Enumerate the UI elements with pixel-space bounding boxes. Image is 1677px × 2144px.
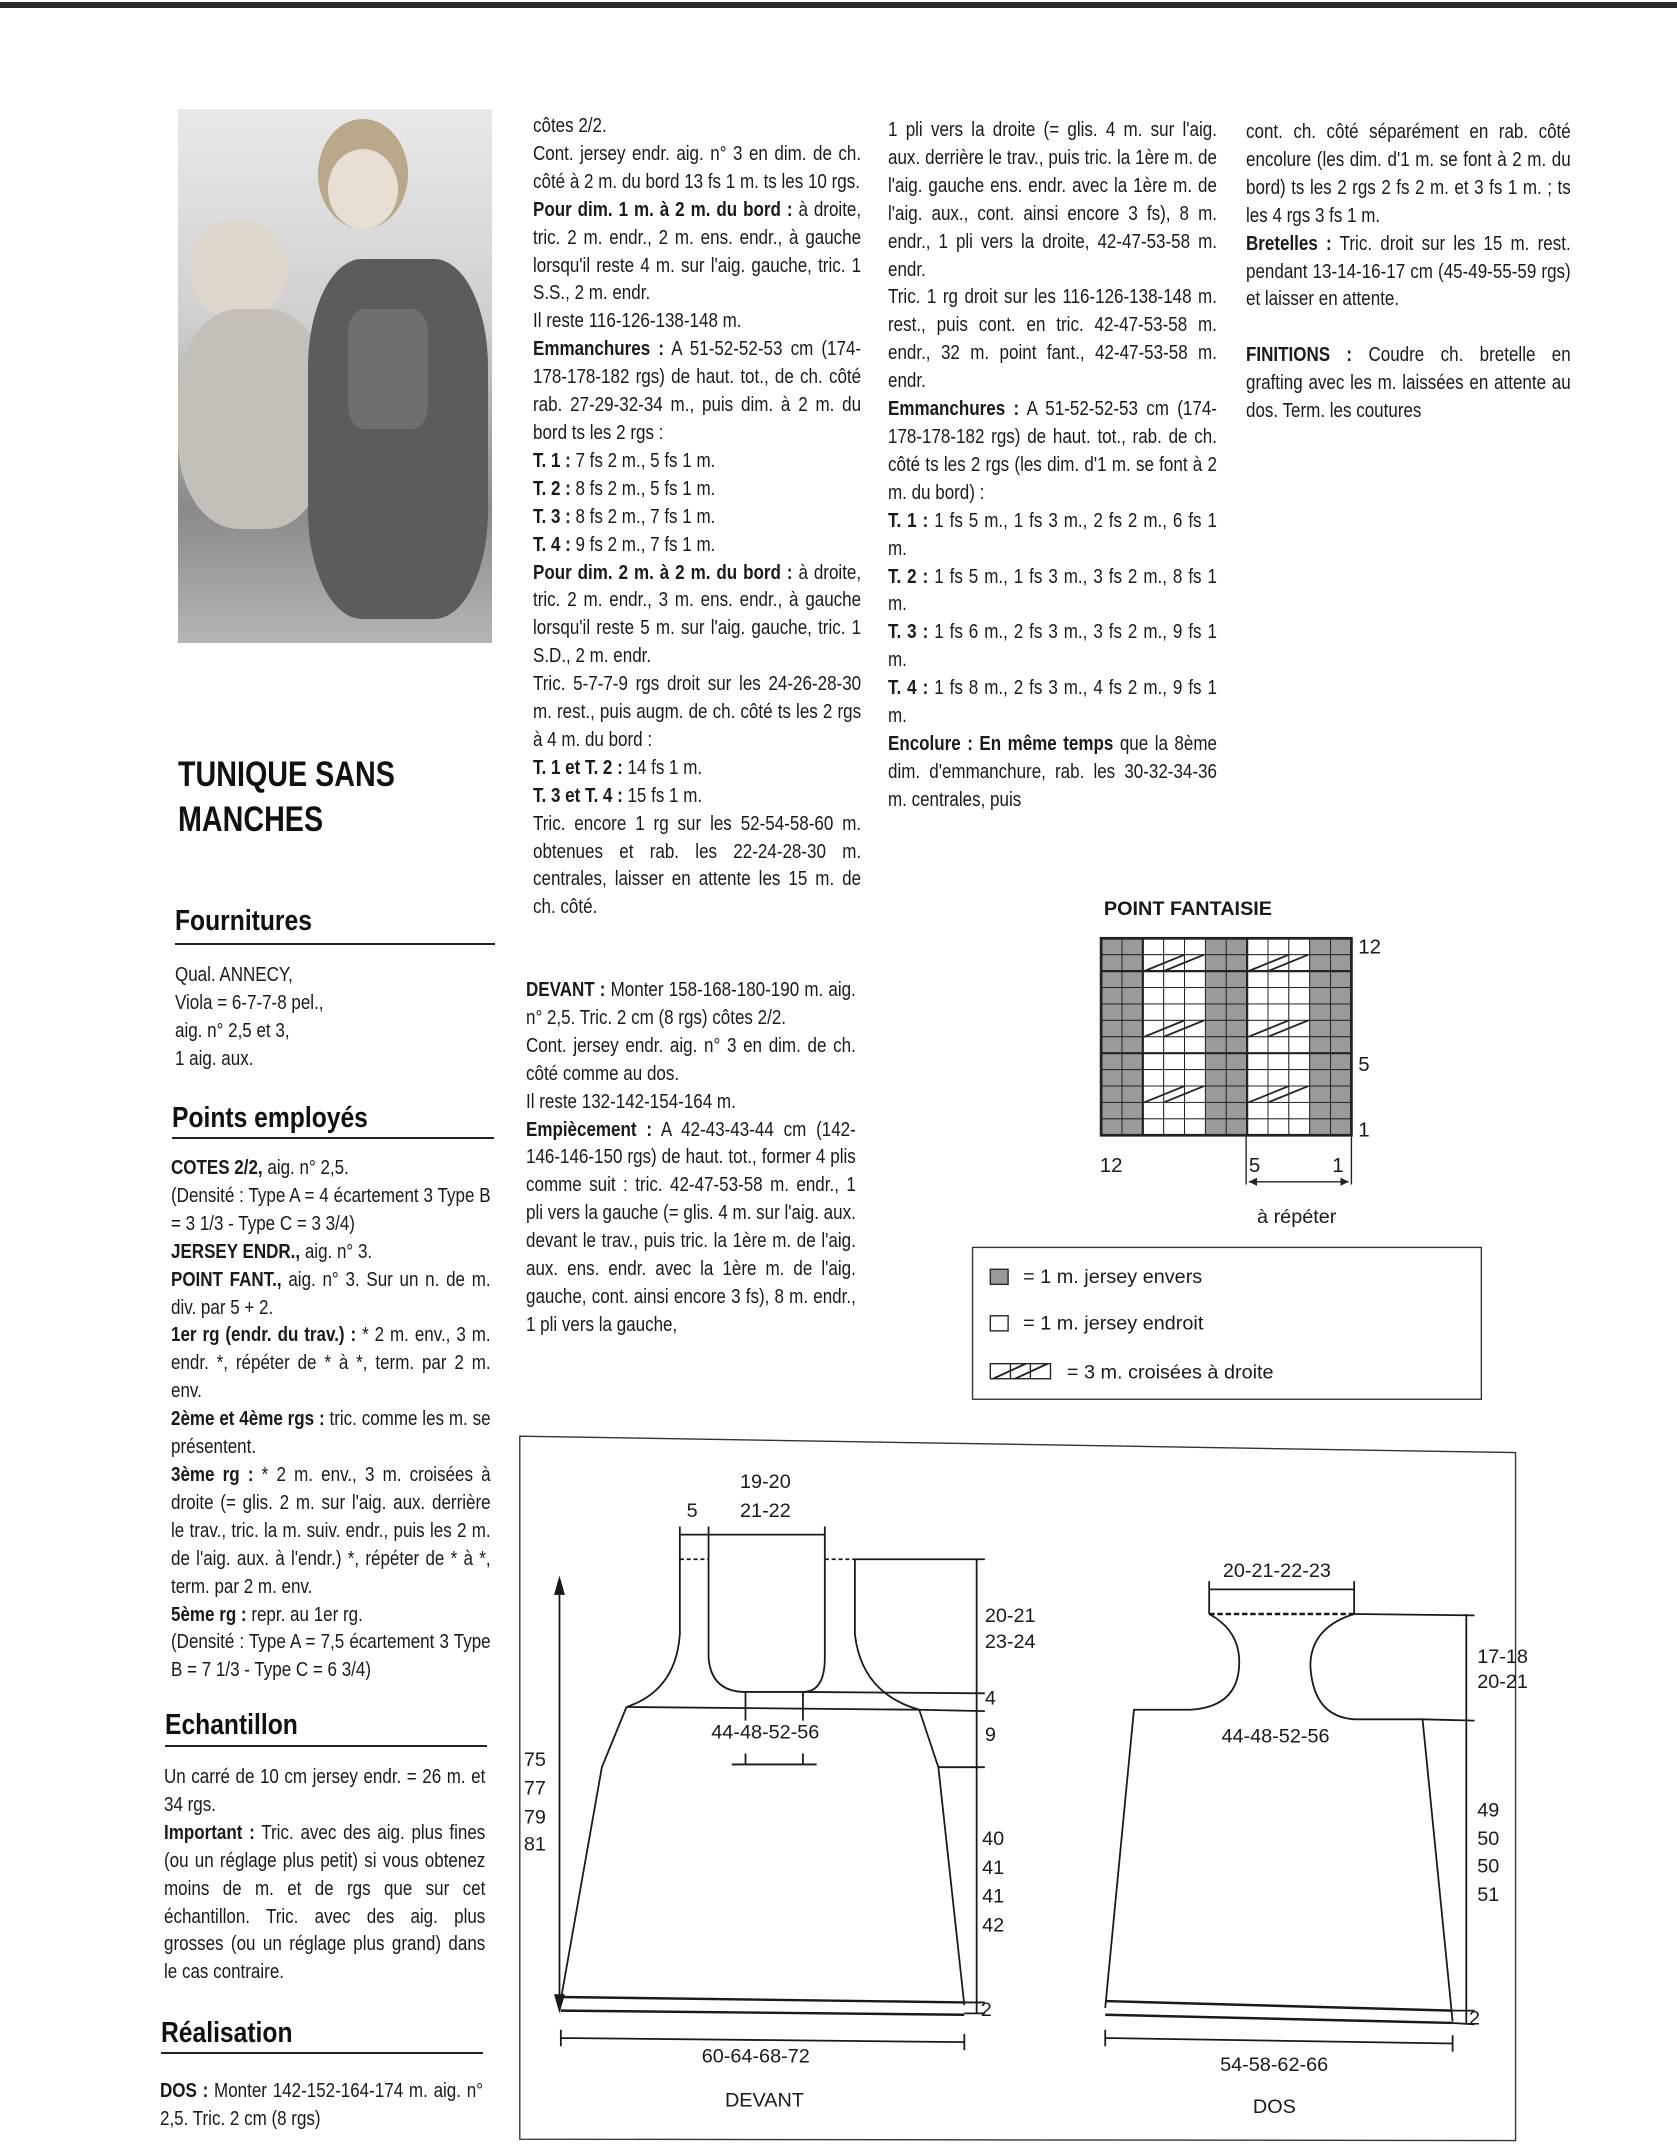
paragraph-lead: FINITIONS : bbox=[1246, 344, 1353, 367]
paragraph-lead: Pour dim. 2 m. à 2 m. du bord : bbox=[533, 561, 793, 584]
chart-cell-purl bbox=[1310, 1037, 1331, 1053]
paragraph-text: cont. ch. côté séparément en rab. côté encolure (les dim. d'1 m. se font à 2 m. du bord) ts les 2 rgs 2 fs 2 m. et 3 fs 1 m. ; ts les 4 rgs 3 fs 1 m. bbox=[1246, 121, 1571, 227]
schematic-frame bbox=[520, 1436, 1516, 2140]
dos-label: DOS bbox=[1252, 2096, 1296, 2119]
chart-cell-knit bbox=[1185, 1037, 1206, 1053]
chart-cell-purl bbox=[1205, 1004, 1226, 1020]
paragraph-text: 14 fs 1 m. bbox=[622, 756, 703, 779]
chart-cell-knit bbox=[1268, 971, 1289, 987]
devant-rib-height: 2 bbox=[980, 1999, 992, 2022]
chart-cell-purl bbox=[1122, 1004, 1143, 1020]
chart-cell-knit bbox=[1268, 1004, 1289, 1020]
chart-cell-knit bbox=[1143, 1102, 1164, 1118]
chart-cell-knit bbox=[1247, 955, 1268, 971]
paragraph-text: 7 fs 2 m., 5 fs 1 m. bbox=[570, 449, 716, 472]
paragraph-lead: T. 4 : bbox=[888, 677, 929, 700]
chart-cell-knit bbox=[1268, 1119, 1289, 1135]
chart-cell-purl bbox=[1310, 1086, 1331, 1102]
chart-cell-purl bbox=[1101, 1004, 1122, 1020]
devant-schematic bbox=[559, 1526, 984, 2050]
chart-cell-knit bbox=[1185, 1053, 1206, 1069]
chart-cell-purl bbox=[1122, 1053, 1143, 1069]
devant-label: DEVANT bbox=[724, 2089, 804, 2112]
chart-cell-purl bbox=[1331, 1053, 1352, 1069]
paragraph-lead: 5ème rg : bbox=[171, 1603, 247, 1626]
heading-echantillon: Echantillon bbox=[165, 1709, 298, 1741]
legend-label: = 3 m. croisées à droite bbox=[1066, 1361, 1274, 1384]
chart-cell-purl bbox=[1310, 988, 1331, 1004]
supply-line: 1 aig. aux. bbox=[175, 1047, 254, 1070]
devant-armhole-height-1: 20-21 bbox=[984, 1605, 1036, 1628]
paragraph-lead: Important : bbox=[164, 1821, 255, 1844]
paragraph-text: Tric. 1 rg droit sur les 116-126-138-148 m. rest., puis cont. en tric. 42-47-53-58 m. endr., 32 m. point fant., 42-47-53-58 m. endr. bbox=[888, 286, 1217, 393]
dos-body-height: 49 bbox=[1477, 1799, 1500, 1822]
chart-cell-purl bbox=[1226, 955, 1247, 971]
chart-cell-knit bbox=[1143, 1086, 1164, 1102]
chart-cell-knit bbox=[1268, 955, 1289, 971]
chart-cell-knit bbox=[1289, 1086, 1310, 1102]
chart-cell-knit bbox=[1143, 1004, 1164, 1020]
paragraph-text: aig. n° 2,5. bbox=[262, 1157, 349, 1179]
chart-cell-purl bbox=[1331, 1070, 1352, 1086]
devant-hem-width: 60-64-68-72 bbox=[701, 2045, 810, 2068]
chart-cell-knit bbox=[1268, 938, 1289, 954]
chart-cell-purl bbox=[1226, 1053, 1247, 1069]
chart-cell-knit bbox=[1185, 1004, 1206, 1020]
chart-cell-knit bbox=[1289, 1053, 1310, 1069]
chart-cell-knit bbox=[1247, 1020, 1268, 1036]
paragraph-lead: T. 1 et T. 2 : bbox=[533, 756, 623, 779]
dos-body-height: 50 bbox=[1477, 1855, 1500, 1878]
paragraph-text: Tric. encore 1 rg sur les 52-54-58-60 m. obtenues et rab. les 22-24-28-30 m. centrales, laisser en attente les 15 m. de ch. côté. bbox=[533, 812, 862, 919]
chart-cell-purl bbox=[1205, 938, 1226, 954]
chart-cell-purl bbox=[1122, 971, 1143, 987]
chart-cell-knit bbox=[1164, 938, 1185, 954]
chart-cell-knit bbox=[1268, 988, 1289, 1004]
chart-cell-purl bbox=[1331, 971, 1352, 987]
chart-cell-purl bbox=[1310, 938, 1331, 954]
paragraph-lead: Bretelles : bbox=[1246, 232, 1332, 255]
paragraph-lead: T. 3 et T. 4 : bbox=[533, 784, 623, 807]
chart-cell-knit bbox=[1289, 988, 1310, 1004]
paragraph-text: côtes 2/2. bbox=[533, 115, 607, 137]
devant-total-height: 75 bbox=[523, 1748, 546, 1771]
chart-cell-purl bbox=[1101, 1070, 1122, 1086]
devant-total-height: 77 bbox=[523, 1777, 546, 1800]
supply-line: aig. n° 2,5 et 3, bbox=[175, 1019, 290, 1042]
repeat-label: à répéter bbox=[1257, 1205, 1337, 1228]
chart-cell-purl bbox=[1101, 1037, 1122, 1053]
chart-cell-knit bbox=[1185, 938, 1206, 954]
chart-col-label: 12 bbox=[1099, 1154, 1123, 1178]
chart-cell-purl bbox=[1226, 1004, 1247, 1020]
chart-cell-purl bbox=[1122, 1086, 1143, 1102]
chart-cell-purl bbox=[1310, 1020, 1331, 1036]
chart-cell-knit bbox=[1185, 971, 1206, 987]
paragraph-text: * 2 m. env., 3 m. croisées à droite (= glis. 2 m. sur l'aig. aux. derrière le trav., tric. la m. suiv. endr., puis les 2 m. de l'aig. aux. à l'endr.) *, répéter de * à *, term. par 2 m. env. bbox=[171, 1463, 491, 1598]
paragraph-lead: T. 1 : bbox=[533, 449, 571, 472]
paragraph-lead: T. 2 : bbox=[533, 477, 571, 500]
chart-cell-knit bbox=[1247, 1119, 1268, 1135]
chart-cell-knit bbox=[1143, 1070, 1164, 1086]
chart-cell-purl bbox=[1310, 1119, 1331, 1135]
dos-armhole-height-1: 17-18 bbox=[1477, 1646, 1528, 1669]
chart-cell-purl bbox=[1205, 988, 1226, 1004]
chart-cell-purl bbox=[1122, 1020, 1143, 1036]
chart-cell-knit bbox=[1164, 1020, 1185, 1036]
paragraph-lead: Emmanchures : bbox=[533, 338, 664, 361]
paragraph-text: (Densité : Type A = 4 écartement 3 Type B = 3 1/3 - Type C = 3 3/4) bbox=[171, 1184, 491, 1235]
chart-cell-purl bbox=[1226, 1070, 1247, 1086]
devant-body-height: 41 bbox=[982, 1856, 1005, 1879]
paragraph-lead: JERSEY ENDR., bbox=[171, 1240, 301, 1263]
chart-cell-knit bbox=[1164, 971, 1185, 987]
paragraph-text: 1 fs 5 m., 1 fs 3 m., 3 fs 2 m., 8 fs 1 m. bbox=[888, 565, 1217, 616]
chart-cell-purl bbox=[1331, 1004, 1352, 1020]
chart-cell-knit bbox=[1185, 988, 1206, 1004]
paragraph-text: 1 fs 8 m., 2 fs 3 m., 4 fs 2 m., 9 fs 1 m. bbox=[888, 677, 1217, 728]
chart-cell-knit bbox=[1247, 971, 1268, 987]
paragraph-text: à droite, tric. 2 m. endr., 3 m. ens. endr., à gauche lorsqu'il reste 5 m. sur l'aig. gauche, tric. 1 S.D., 2 m. endr. bbox=[533, 561, 862, 668]
paragraph-text: A 42-43-43-44 cm (142-146-146-150 rgs) de haut. tot., former 4 plis comme suit : tric. 42-47-53-58 m. endr., 1 pli vers la gauche (= glis. 4 m. sur l'aig. aux. devant le trav., puis tric. la 1ère m. de l'aig. aux. ens. endr. avec la 1ère m. de l'aig. gauche, cont. ainsi encore 3 fs), 8 m. endr., 1 pli vers la gauche, bbox=[526, 1118, 856, 1336]
chart-cell-knit bbox=[1247, 1004, 1268, 1020]
heading-fournitures: Fournitures bbox=[175, 905, 312, 937]
paragraph-lead: COTES 2/2, bbox=[171, 1157, 263, 1179]
stitch-chart-title: POINT FANTAISIE bbox=[1103, 898, 1273, 921]
purl-square-icon bbox=[990, 1269, 1008, 1284]
chart-cell-knit bbox=[1164, 1070, 1185, 1086]
paragraph-lead: Pour dim. 1 m. à 2 m. du bord : bbox=[533, 198, 793, 221]
chart-cell-knit bbox=[1289, 955, 1310, 971]
chart-cell-knit bbox=[1289, 1020, 1310, 1036]
paragraph-lead: POINT FANT., bbox=[171, 1268, 282, 1291]
paragraph-text: repr. au 1er rg. bbox=[246, 1603, 363, 1626]
supply-line: Qual. ANNECY, bbox=[175, 964, 293, 986]
paragraph-text: Il reste 132-142-154-164 m. bbox=[526, 1090, 736, 1113]
chart-cell-purl bbox=[1101, 988, 1122, 1004]
chart-cell-purl bbox=[1226, 1102, 1247, 1118]
chart-row-label: 5 bbox=[1358, 1052, 1370, 1076]
chart-cell-purl bbox=[1122, 1102, 1143, 1118]
chart-cell-purl bbox=[1226, 938, 1247, 954]
paragraph-text: Monter 158-168-180-190 m. aig. n° 2,5. Tric. 2 cm (8 rgs) côtes 2/2. bbox=[526, 979, 856, 1029]
heading-points-employes: Points employés bbox=[172, 1102, 368, 1134]
dos-hem-width: 54-58-62-66 bbox=[1220, 2053, 1329, 2076]
chart-cell-knit bbox=[1143, 1020, 1164, 1036]
paragraph-text: Tric. droit sur les 15 m. rest. pendant 13-14-16-17 cm (45-49-55-59 rgs) et laisser en attente. bbox=[1246, 232, 1571, 311]
chart-cell-purl bbox=[1205, 1119, 1226, 1135]
paragraph-text: A 51-52-52-53 cm (174-178-178-182 rgs) de haut. tot., de ch. côté rab. 27-29-32-34 m., puis dim. à 2 m. du bord ts les 2 rgs : bbox=[533, 338, 862, 444]
chart-cell-knit bbox=[1247, 1086, 1268, 1102]
dos-body-height: 50 bbox=[1477, 1828, 1500, 1851]
cable-cross-icon bbox=[990, 1364, 1050, 1379]
chart-cell-purl bbox=[1101, 1102, 1122, 1118]
chart-cell-knit bbox=[1185, 1020, 1206, 1036]
paragraph-text: aig. n° 3. Sur un n. de m. div. par 5 + 2. bbox=[171, 1268, 491, 1319]
chart-cell-purl bbox=[1101, 1119, 1122, 1135]
devant-body-height: 42 bbox=[982, 1914, 1005, 1937]
chart-cell-purl bbox=[1331, 938, 1352, 954]
paragraph-text: que la 8ème dim. d'emmanchure, rab. les 30-32-34-36 m. centrales, puis bbox=[888, 732, 1217, 811]
chart-cell-knit bbox=[1143, 1053, 1164, 1069]
chart-cell-purl bbox=[1226, 1086, 1247, 1102]
paragraph-lead: T. 3 : bbox=[888, 621, 929, 644]
chart-cell-knit bbox=[1247, 1070, 1268, 1086]
paragraph-lead: Encolure : En même temps bbox=[888, 732, 1114, 755]
chart-cell-knit bbox=[1143, 971, 1164, 987]
chart-cell-purl bbox=[1122, 1119, 1143, 1135]
chart-cell-knit bbox=[1289, 1119, 1310, 1135]
chart-cell-purl bbox=[1101, 955, 1122, 971]
chart-cell-knit bbox=[1185, 1070, 1206, 1086]
chart-cell-purl bbox=[1331, 1020, 1352, 1036]
devant-total-height: 79 bbox=[523, 1806, 546, 1829]
chart-cell-purl bbox=[1310, 971, 1331, 987]
paragraph-text: Tric. 5-7-7-9 rgs droit sur les 24-26-28-30 m. rest., puis augm. de ch. côté ts les 2 rgs à 4 m. du bord : bbox=[533, 673, 862, 751]
chart-cell-purl bbox=[1331, 1037, 1352, 1053]
paragraph-text: 1 fs 6 m., 2 fs 3 m., 3 fs 2 m., 9 fs 1 m. bbox=[888, 621, 1217, 672]
chart-cell-purl bbox=[1331, 1119, 1352, 1135]
chart-cell-purl bbox=[1205, 1053, 1226, 1069]
chart-cell-knit bbox=[1143, 988, 1164, 1004]
devant-yoke-height: 9 bbox=[984, 1724, 996, 1747]
chart-cell-knit bbox=[1164, 1086, 1185, 1102]
chart-cell-knit bbox=[1247, 1053, 1268, 1069]
dos-schematic bbox=[1105, 1581, 1474, 2052]
chart-cell-knit bbox=[1289, 1070, 1310, 1086]
paragraph-text: A 51-52-52-53 cm (174-178-178-182 rgs) de haut. tot., rab. de ch. côté ts les 2 rgs (les dim. d'1 m. se font à 2 m. du bord) : bbox=[888, 398, 1217, 504]
paragraph-lead: 1er rg (endr. du trav.) : bbox=[171, 1324, 357, 1347]
chart-cell-knit bbox=[1268, 1102, 1289, 1118]
chart-cell-purl bbox=[1101, 938, 1122, 954]
chart-cell-knit bbox=[1268, 1020, 1289, 1036]
chart-cell-knit bbox=[1247, 1102, 1268, 1118]
paragraph-text: 15 fs 1 m. bbox=[622, 784, 703, 807]
paragraph-lead: Emmanchures : bbox=[888, 398, 1020, 421]
devant-body-height: 40 bbox=[982, 1828, 1005, 1851]
knit-square-icon bbox=[990, 1316, 1008, 1331]
chart-row-label: 1 bbox=[1358, 1118, 1370, 1142]
chart-cell-knit bbox=[1143, 1119, 1164, 1135]
chart-cell-purl bbox=[1122, 955, 1143, 971]
chart-row-label: 12 bbox=[1358, 935, 1382, 959]
chart-cell-purl bbox=[1205, 1086, 1226, 1102]
chart-cell-knit bbox=[1164, 1004, 1185, 1020]
title-line-2: MANCHES bbox=[178, 800, 324, 839]
heading-realisation: Réalisation bbox=[161, 2017, 293, 2049]
paragraph-text: Tric. avec des aig. plus fines (ou un réglage plus petit) si vous obtenez moins de m. et de rgs que sur cet échantillon. Tric. avec des aig. plus grosses (ou un réglage plus grand) dans le cas contraire. bbox=[164, 1821, 486, 1984]
paragraph-text: Coudre ch. bretelle en grafting avec les m. laissées en attente au dos. Term. les coutures bbox=[1246, 344, 1571, 423]
chart-cell-knit bbox=[1185, 955, 1206, 971]
chart-cell-purl bbox=[1310, 1053, 1331, 1069]
repeat-start-label: 5 bbox=[1248, 1154, 1261, 1178]
devant-chest-width: 44-48-52-56 bbox=[711, 1721, 820, 1744]
chart-cell-purl bbox=[1205, 1020, 1226, 1036]
chart-cell-purl bbox=[1101, 971, 1122, 987]
paragraph-text: 1 pli vers la droite (= glis. 4 m. sur l'aig. aux. derrière le trav., puis tric. la 1ère m. de l'aig. gauche ens. endr. avec la 1ère m. de l'aig. aux., cont. ainsi encore 3 fs), 8 m. endr., 1 pli vers la droite, 42-47-53-58 m. endr. bbox=[888, 119, 1217, 281]
chart-cell-purl bbox=[1226, 971, 1247, 987]
chart-cell-knit bbox=[1143, 955, 1164, 971]
chart-cell-purl bbox=[1205, 955, 1226, 971]
chart-cell-knit bbox=[1268, 1053, 1289, 1069]
chart-cell-purl bbox=[1226, 1037, 1247, 1053]
chart-cell-purl bbox=[1101, 1053, 1122, 1069]
dos-armhole-height-2: 20-21 bbox=[1477, 1670, 1528, 1693]
chart-cell-knit bbox=[1164, 1037, 1185, 1053]
chart-cell-knit bbox=[1268, 1070, 1289, 1086]
chart-cell-knit bbox=[1164, 1102, 1185, 1118]
dos-neck-width: 20-21-22-23 bbox=[1222, 1560, 1331, 1583]
chart-cell-purl bbox=[1101, 1086, 1122, 1102]
paragraph-lead: T. 4 : bbox=[533, 533, 571, 556]
chart-cell-knit bbox=[1289, 1004, 1310, 1020]
paragraph-text: Il reste 116-126-138-148 m. bbox=[533, 310, 742, 333]
chart-cell-knit bbox=[1268, 1086, 1289, 1102]
devant-neck-width-2: 21-22 bbox=[740, 1499, 791, 1522]
chart-cell-knit bbox=[1289, 1037, 1310, 1053]
chart-cell-purl bbox=[1122, 988, 1143, 1004]
legend-label: = 1 m. jersey endroit bbox=[1023, 1312, 1204, 1335]
chart-cell-purl bbox=[1310, 955, 1331, 971]
chart-cell-purl bbox=[1205, 1037, 1226, 1053]
paragraph-text: 8 fs 2 m., 7 fs 1 m. bbox=[570, 505, 716, 528]
chart-cell-purl bbox=[1122, 1037, 1143, 1053]
repeat-end-label: 1 bbox=[1332, 1154, 1344, 1178]
paragraph-text: (Densité : Type A = 7,5 écartement 3 Type B = 7 1/3 - Type C = 6 3/4) bbox=[171, 1631, 491, 1682]
chart-cell-purl bbox=[1331, 955, 1352, 971]
chart-cell-purl bbox=[1226, 1119, 1247, 1135]
paragraph-text: Cont. jersey endr. aig. n° 3 en dim. de ch. côté comme au dos. bbox=[526, 1034, 856, 1085]
chart-cell-purl bbox=[1205, 1070, 1226, 1086]
paragraph-lead: DEVANT : bbox=[526, 979, 606, 1001]
chart-cell-knit bbox=[1164, 1119, 1185, 1135]
legend-label: = 1 m. jersey envers bbox=[1023, 1265, 1203, 1288]
chart-cell-knit bbox=[1185, 1086, 1206, 1102]
chart-cell-knit bbox=[1268, 1037, 1289, 1053]
chart-cell-purl bbox=[1331, 1102, 1352, 1118]
dos-body-height: 51 bbox=[1477, 1884, 1500, 1907]
paragraph-lead: T. 1 : bbox=[888, 509, 929, 532]
chart-cell-knit bbox=[1164, 988, 1185, 1004]
stitch-chart-grid bbox=[1101, 938, 1351, 1135]
chart-cell-purl bbox=[1205, 971, 1226, 987]
title-line-1: TUNIQUE SANS bbox=[178, 755, 395, 794]
chart-cell-purl bbox=[1226, 988, 1247, 1004]
paragraph-text: tric. comme les m. se présentent. bbox=[171, 1408, 491, 1459]
chart-cell-knit bbox=[1143, 1037, 1164, 1053]
paragraph-lead: DOS : bbox=[160, 2080, 209, 2102]
paragraph-text: 8 fs 2 m., 5 fs 1 m. bbox=[570, 477, 716, 500]
chart-cell-purl bbox=[1122, 1070, 1143, 1086]
devant-armhole-height-2: 23-24 bbox=[984, 1631, 1036, 1654]
chart-cell-knit bbox=[1164, 1053, 1185, 1069]
paragraph-text: aig. n° 3. bbox=[300, 1240, 373, 1263]
chart-cell-purl bbox=[1226, 1020, 1247, 1036]
devant-strap-width: 5 bbox=[686, 1499, 698, 1522]
paragraph-lead: Empiècement : bbox=[526, 1118, 653, 1141]
paragraph-text: à droite, tric. 2 m. endr., 2 m. ens. endr., à gauche lorsqu'il reste 4 m. sur l'aig. gauche, tric. 1 S.S., 2 m. endr. bbox=[533, 198, 862, 305]
paragraph-text: 9 fs 2 m., 7 fs 1 m. bbox=[570, 533, 716, 556]
chart-cell-purl bbox=[1310, 1070, 1331, 1086]
chart-cell-knit bbox=[1289, 971, 1310, 987]
chart-cell-purl bbox=[1310, 1102, 1331, 1118]
chart-cell-purl bbox=[1331, 1086, 1352, 1102]
chart-cell-knit bbox=[1247, 938, 1268, 954]
paragraph-text: Un carré de 10 cm jersey endr. = 26 m. et 34 rgs. bbox=[164, 1766, 486, 1816]
dos-chest-width: 44-48-52-56 bbox=[1221, 1725, 1330, 1748]
chart-cell-knit bbox=[1185, 1102, 1206, 1118]
dos-rib-height: 2 bbox=[1469, 2007, 1481, 2030]
paragraph-text: 1 fs 5 m., 1 fs 3 m., 2 fs 2 m., 6 fs 1 m. bbox=[888, 509, 1217, 560]
paragraph-text: * 2 m. env., 3 m. endr. *, répéter de * à *, term. par 2 m. env. bbox=[171, 1324, 491, 1403]
chart-cell-knit bbox=[1247, 988, 1268, 1004]
chart-cell-purl bbox=[1205, 1102, 1226, 1118]
devant-body-height: 41 bbox=[982, 1885, 1005, 1908]
chart-cell-purl bbox=[1101, 1020, 1122, 1036]
paragraph-lead: T. 2 : bbox=[888, 565, 929, 588]
chart-cell-knit bbox=[1247, 1037, 1268, 1053]
chart-cell-purl bbox=[1331, 988, 1352, 1004]
paragraph-text: Cont. jersey endr. aig. n° 3 en dim. de ch. côté à 2 m. du bord 13 fs 1 m. ts les 10 rgs. bbox=[533, 142, 862, 193]
devant-total-height: 81 bbox=[523, 1833, 546, 1856]
paragraph-text: Monter 142-152-164-174 m. aig. n° 2,5. Tric. 2 cm (8 rgs) bbox=[160, 2080, 483, 2130]
devant-neck-depth: 4 bbox=[984, 1687, 996, 1710]
supply-line: Viola = 6-7-7-8 pel., bbox=[175, 991, 324, 1014]
chart-cell-knit bbox=[1143, 938, 1164, 954]
devant-neck-width-1: 19-20 bbox=[740, 1471, 791, 1494]
chart-cell-knit bbox=[1289, 1102, 1310, 1118]
chart-cell-knit bbox=[1164, 955, 1185, 971]
chart-cell-purl bbox=[1122, 938, 1143, 954]
paragraph-lead: T. 3 : bbox=[533, 505, 571, 528]
chart-cell-knit bbox=[1289, 938, 1310, 954]
paragraph-lead: 2ème et 4ème rgs : bbox=[171, 1408, 325, 1431]
chart-cell-purl bbox=[1310, 1004, 1331, 1020]
paragraph-lead: 3ème rg : bbox=[171, 1463, 254, 1486]
chart-cell-knit bbox=[1185, 1119, 1206, 1135]
